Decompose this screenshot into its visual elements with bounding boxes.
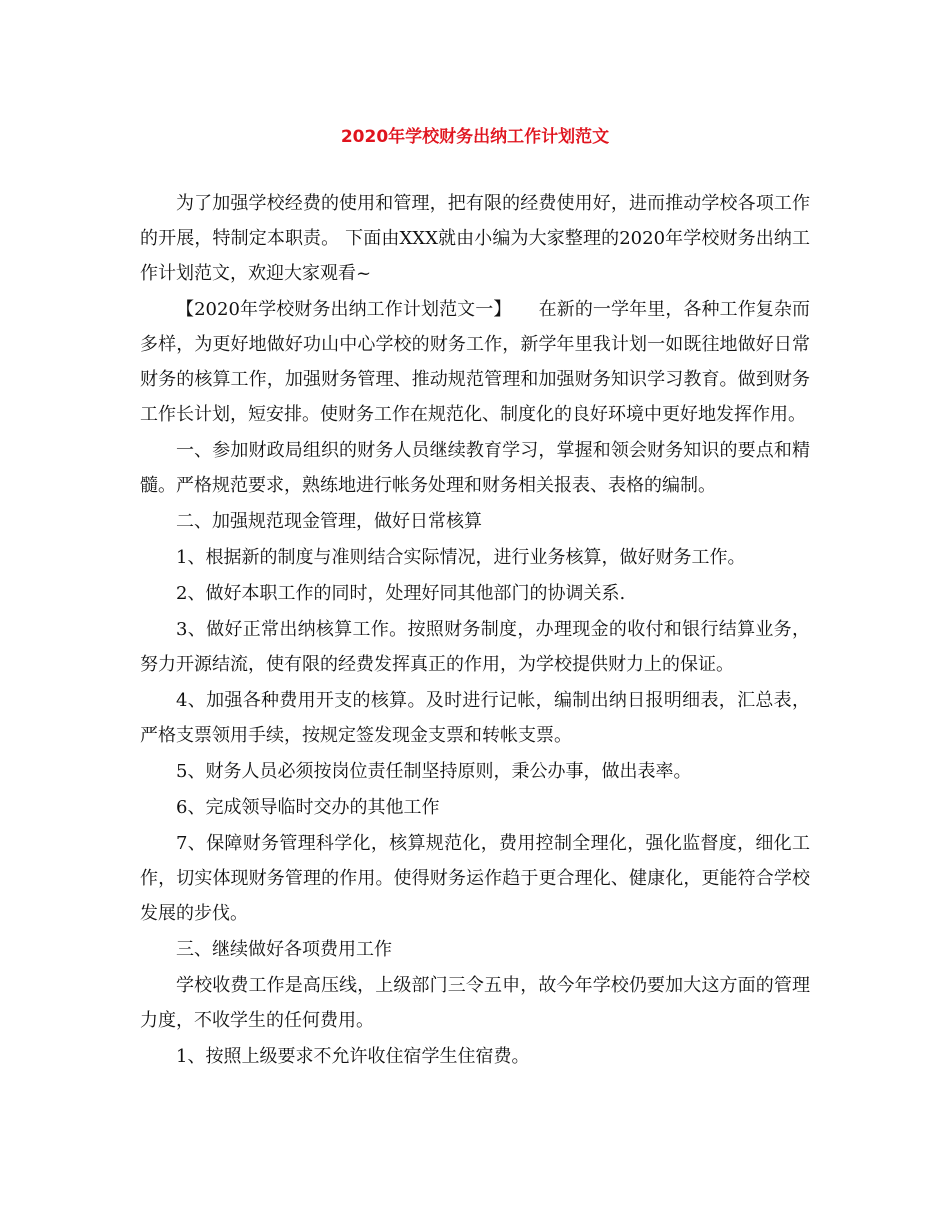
paragraph-item-4: 4、加强各种费用开支的核算。及时进行记帐，编制出纳日报明细表，汇总表，严格支票领用手续，按规定签发现金支票和转帐支票。 — [140, 690, 810, 746]
paragraph-fees-item-1: 1、按照上级要求不允许收住宿学生住宿费。 — [176, 1046, 530, 1067]
paragraph-item-1: 1、根据新的制度与准则结合实际情况，进行业务核算，做好财务工作。 — [176, 547, 746, 568]
paragraph-intro: 为了加强学校经费的使用和管理，把有限的经费使用好，进而推动学校各项工作的开展，特制定本职责。 下面由XXX就由小编为大家整理的2020年学校财务出纳工作计划范文，欢迎大家观看~ — [140, 193, 810, 284]
paragraph-section-one: 一、参加财政局组织的财务人员继续教育学习，掌握和领会财务知识的要点和精髓。严格规范要求，熟练地进行帐务处理和财务相关报表、表格的编制。 — [140, 440, 810, 496]
paragraph-item-7: 7、保障财务管理科学化，核算规范化，费用控制全理化，强化监督度，细化工作，切实体现财务管理的作用。使得财务运作趋于更合理化、健康化，更能符合学校发展的步伐。 — [140, 833, 810, 924]
paragraph-item-5: 5、财务人员必须按岗位责任制坚持原则，秉公办事，做出表率。 — [176, 761, 692, 782]
paragraph-item-2: 2、做好本职工作的同时，处理好同其他部门的协调关系. — [176, 583, 626, 604]
paragraph-section-three: 三、继续做好各项费用工作 — [176, 939, 392, 960]
document-title: 2020年学校财务出纳工作计划范文 — [340, 127, 610, 147]
paragraph-plan-one: 【2020年学校财务出纳工作计划范文一】 在新的一学年里，各种工作复杂而多样，为更好地做好功山中心学校的财务工作，新学年里我计划一如既往地做好日常财务的核算工作，加强财务管理、推动规范管理和加强财务知识学习教育。做到财务工作长计划，短安排。使财务工作在规范化、制度化的良好环境中更好地发挥作用。 — [140, 299, 810, 425]
paragraph-section-two: 二、加强规范现金管理，做好日常核算 — [176, 511, 482, 532]
document-body — [140, 186, 810, 1075]
paragraph-fees: 学校收费工作是高压线，上级部门三令五申，故今年学校仍要加大这方面的管理力度，不收学生的任何费用。 — [140, 975, 810, 1031]
paragraph-item-6: 6、完成领导临时交办的其他工作 — [176, 797, 440, 818]
paragraph-item-3: 3、做好正常出纳核算工作。按照财务制度，办理现金的收付和银行结算业务，努力开源结流，使有限的经费发挥真正的作用，为学校提供财力上的保证。 — [140, 619, 810, 675]
